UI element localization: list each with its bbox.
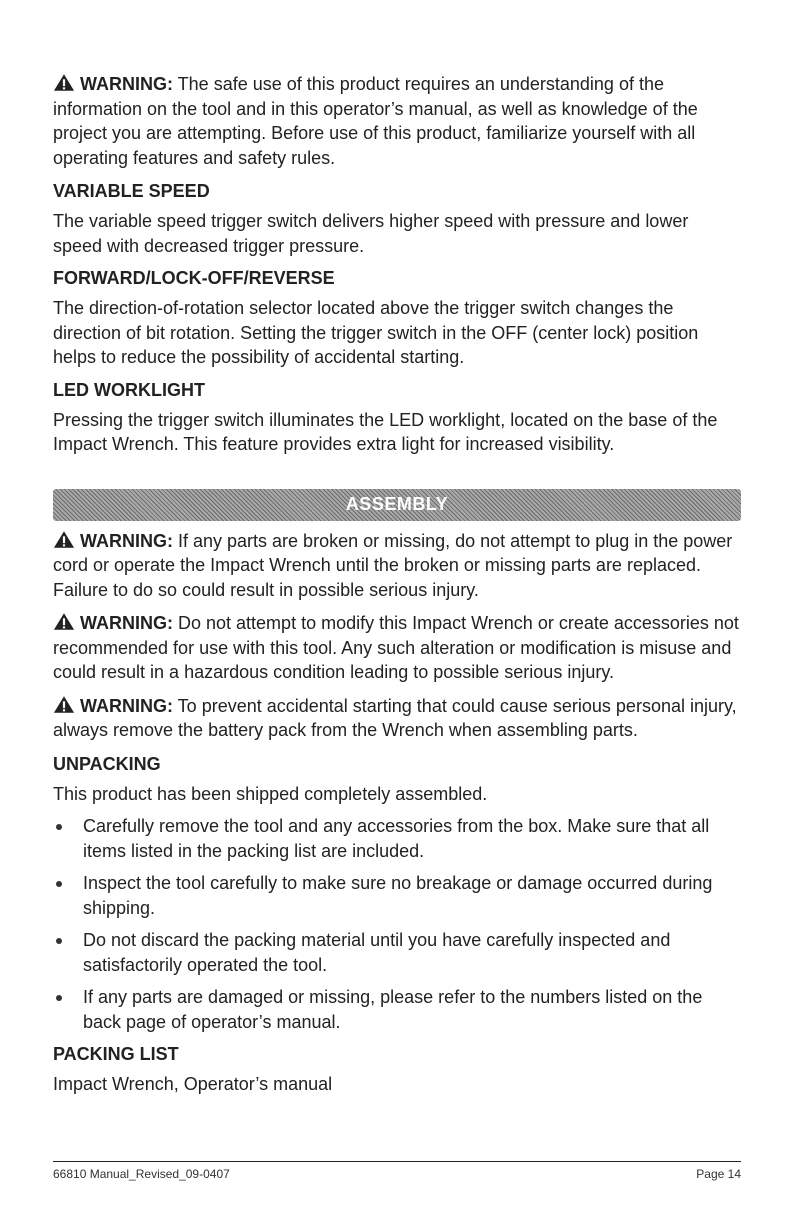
warning-label: WARNING: bbox=[80, 695, 173, 716]
list-item: If any parts are damaged or missing, please refer to the numbers listed on the back page of operator’s manual. bbox=[53, 985, 741, 1034]
bullet-dot-icon bbox=[56, 938, 62, 944]
packing-list-heading: PACKING LIST bbox=[53, 1044, 179, 1064]
warning-label: WARNING: bbox=[80, 530, 173, 551]
bullet-dot-icon bbox=[56, 881, 62, 887]
warning-triangle-icon bbox=[53, 612, 75, 631]
footer-doc-id: 66810 Manual_Revised_09-0407 bbox=[53, 1167, 230, 1181]
bullet-dot-icon bbox=[56, 995, 62, 1001]
warning-modify bbox=[53, 611, 741, 685]
variable-speed-heading: VARIABLE SPEED bbox=[53, 181, 210, 201]
warning-label: WARNING: bbox=[80, 74, 173, 94]
assembly-banner bbox=[53, 489, 741, 521]
variable-speed-text: The variable speed trigger switch delivers higher speed with pressure and lower speed with decreased trigger pressure. bbox=[53, 211, 689, 256]
warning-label: WARNING: bbox=[80, 613, 173, 633]
unpacking-text: This product has been shipped completely assembled. bbox=[53, 783, 488, 804]
manual-page bbox=[53, 72, 741, 1105]
direction-heading: FORWARD/LOCK-OFF/REVERSE bbox=[53, 268, 335, 288]
warning-intro bbox=[53, 72, 741, 170]
page-footer bbox=[53, 1167, 741, 1181]
warning-triangle-icon bbox=[53, 73, 75, 92]
footer-page-number: Page 14 bbox=[696, 1167, 741, 1181]
warning-broken-parts bbox=[53, 529, 741, 603]
bullet-dot-icon bbox=[56, 824, 62, 830]
warning-triangle-icon bbox=[53, 695, 75, 714]
list-item: Carefully remove the tool and any accessories from the box. Make sure that all items listed in the packing list are included. bbox=[53, 814, 741, 863]
footer-divider bbox=[53, 1161, 741, 1162]
worklight-heading: LED WORKLIGHT bbox=[53, 379, 205, 400]
direction-text: The direction-of-rotation selector located above the trigger switch changes the direction of bit rotation. Setting the trigger switch in the OFF (center lock) position helps to reduce the possibility of accidental starting. bbox=[53, 298, 699, 367]
worklight-text: Pressing the trigger switch illuminates the LED worklight, located on the base of the Impact Wrench. This feature provides extra light for increased visibility. bbox=[53, 409, 718, 454]
unpacking-list bbox=[53, 814, 741, 1034]
warning-text: If any parts are broken or missing, do not attempt to plug in the power cord or operate the Impact Wrench until the broken or missing parts are replaced. Failure to do so could result in possible serious injury. bbox=[53, 530, 733, 600]
warning-triangle-icon bbox=[53, 530, 75, 549]
warning-text: The safe use of this product requires an understanding of the information on the tool and in this operator’s manual, as well as knowledge of the project you are attempting. Before use of this product, familiarize yourself with all operating features and safety rules. bbox=[53, 74, 698, 168]
warning-battery bbox=[53, 694, 741, 743]
warning-text: To prevent accidental starting that could cause serious personal injury, always remove the battery pack from the Wrench when assembling parts. bbox=[53, 695, 737, 740]
list-item: Inspect the tool carefully to make sure no breakage or damage occurred during shipping. bbox=[53, 871, 741, 920]
list-item: Do not discard the packing material until you have carefully inspected and satisfactorily operated the tool. bbox=[53, 928, 741, 977]
warning-text: Do not attempt to modify this Impact Wrench or create accessories not recommended for use with this tool. Any such alteration or modification is misuse and could result in a hazardous condition leading to possible serious injury. bbox=[53, 613, 739, 682]
unpacking-heading: UNPACKING bbox=[53, 753, 161, 774]
assembly-banner-label: ASSEMBLY bbox=[345, 494, 449, 514]
packing-list-text: Impact Wrench, Operator’s manual bbox=[53, 1074, 333, 1094]
